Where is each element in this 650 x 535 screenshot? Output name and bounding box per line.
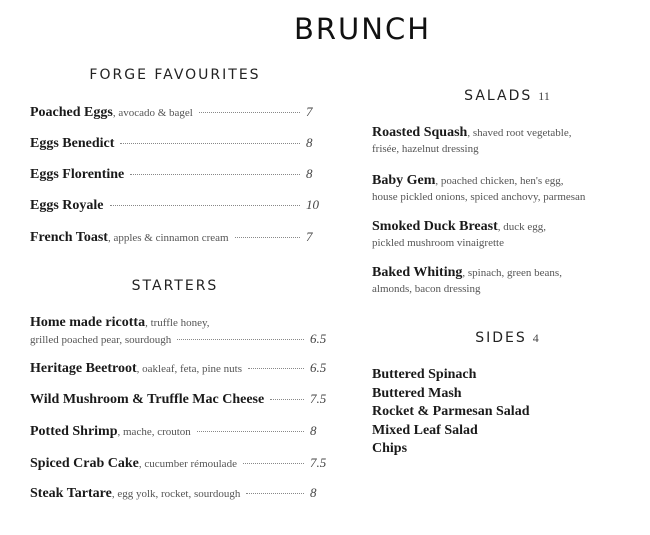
salad-item-description-2: house pickled onions, spiced anchovy, parmesan [372,191,586,203]
menu-item-price: 8 [306,166,313,181]
menu-item [30,423,326,440]
side-item: Mixed Leaf Salad [372,422,478,438]
menu-item [30,360,326,377]
dot-leader [246,493,304,494]
salad-item-name: Baby Gem [372,173,436,188]
menu-item-price: 8 [306,135,313,150]
dot-leader [270,399,304,400]
salad-item-description: , spinach, green beans, [462,267,562,279]
menu-item-name: Poached Eggs [30,105,113,120]
salad-item-line [372,172,585,189]
salad-item-description: , duck egg, [497,221,547,233]
menu-item-line [30,314,326,331]
menu-item-price: 10 [306,197,319,212]
menu-item [30,135,322,152]
dot-leader [177,339,304,340]
menu-item-name: Potted Shrimp [30,424,118,439]
menu-item-name: Wild Mushroom & Truffle Mac Cheese [30,392,265,407]
menu-item-description: , oakleaf, feta, pine nuts [136,363,243,375]
favourites-heading-label: FORGE FAVOURITES [89,67,261,83]
salads-heading-label: SALADS [464,88,533,104]
starters-heading [30,278,320,294]
salad-item-name: Smoked Duck Breast [372,219,498,234]
menu-item-description: , truffle honey, [145,317,210,329]
menu-item [30,166,322,183]
menu-item-description: , mache, crouton [117,426,191,438]
favourites-heading [30,67,320,83]
salad-item-description: , poached chicken, hen's egg, [435,175,564,187]
menu-item [30,229,322,246]
menu-item-name: Steak Tartare [30,486,112,501]
side-item: Buttered Spinach [372,367,477,382]
menu-item-description: , apples & cinnamon cream [107,232,229,244]
sides-heading-label: SIDES [475,330,527,346]
salad-item [372,264,562,297]
menu-item-price: 7.5 [310,391,327,406]
menu-item [30,391,326,408]
dot-leader [120,143,300,144]
menu-item [30,455,326,472]
dot-leader [130,174,300,175]
menu-item-price: 8 [310,485,317,500]
dot-leader [197,431,304,432]
side-item: Buttered Mash [372,385,462,401]
menu-item-line [30,331,326,348]
side-item: Rocket & Parmesan Salad [372,404,530,419]
dot-leader [110,205,301,206]
dot-leader [235,237,300,238]
salad-item-name: Roasted Squash [372,125,468,140]
menu-item-name: Eggs Royale [30,198,104,213]
salad-item-description-2: pickled mushroom vinaigrette [372,237,504,249]
salad-item-description-2: frisée, hazelnut dressing [372,143,479,155]
menu-item-description: , avocado & bagel [112,107,193,119]
sides-heading [372,330,642,346]
menu-item-price: 6.5 [310,360,327,375]
salad-item [372,218,546,251]
salad-item-line [372,124,571,141]
menu-item-name: Eggs Benedict [30,136,115,151]
menu-item-name: French Toast [30,230,108,245]
menu-item-price: 7 [306,229,313,244]
salad-item [372,172,585,205]
salads-heading [372,88,642,104]
dot-leader [248,368,304,369]
salad-item-description: , shaved root vegetable, [467,127,572,139]
menu-title: BRUNCH [293,12,432,46]
menu-item [30,314,326,348]
menu-item [30,104,322,121]
dot-leader [243,463,304,464]
menu-item-description: grilled poached pear, sourdough [30,334,172,346]
menu-item-name: Spiced Crab Cake [30,456,139,471]
menu-item-description: , egg yolk, rocket, sourdough [111,488,241,500]
salad-item-description-2: almonds, bacon dressing [372,283,481,295]
menu-item [30,197,322,214]
salads-price: 11 [538,89,550,103]
menu-item-price: 7 [306,104,313,119]
menu-item-price: 6.5 [310,331,327,346]
salad-item [372,124,571,157]
salad-item-name: Baked Whiting [372,265,463,280]
starters-heading-label: STARTERS [131,278,219,294]
salad-item-line [372,264,562,281]
menu-item-price: 7.5 [310,455,327,470]
dot-leader [199,112,300,113]
menu-item-name: Home made ricotta [30,315,146,330]
menu-item-description: , cucumber rémoulade [138,458,237,470]
side-item: Chips [372,441,408,456]
menu-item-name: Heritage Beetroot [30,361,137,376]
salad-item-line [372,218,546,235]
sides-price: 4 [532,331,539,345]
menu-item-name: Eggs Florentine [30,167,125,182]
menu-item [30,485,326,502]
menu-item-price: 8 [310,423,317,438]
